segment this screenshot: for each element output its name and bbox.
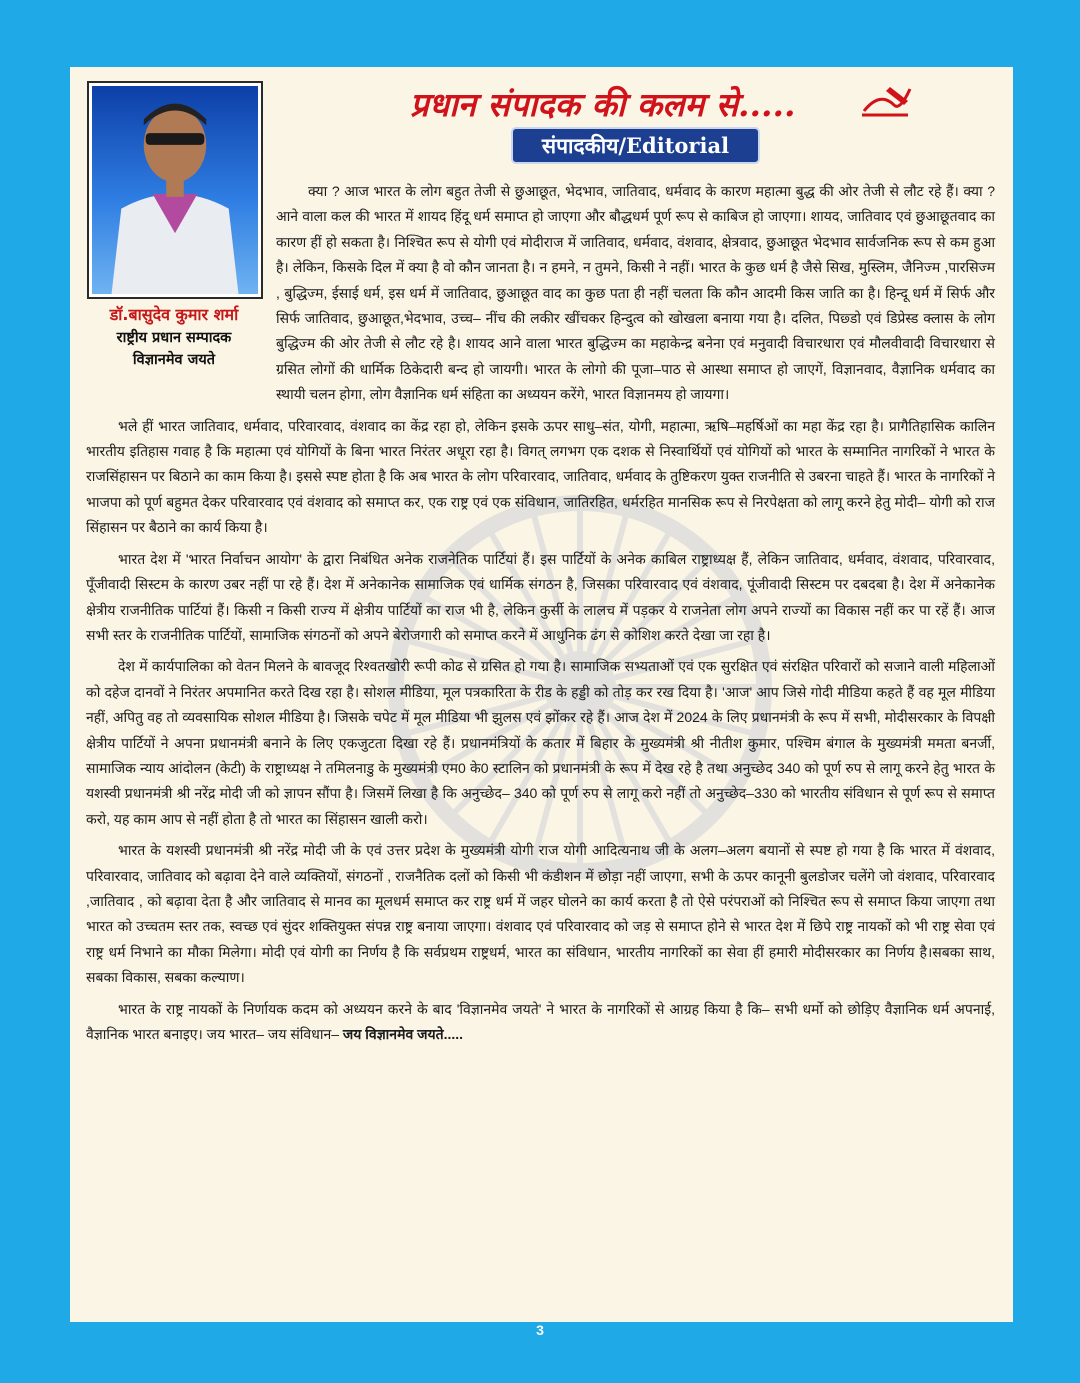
final-paragraph-text: भारत के राष्ट्र नायकों के निर्णायक कदम को अध्ययन करने के बाद 'विज्ञानमेव जयते' ने भारत के नागरिकों से आग्रह किया है कि– सभी धर्मो को छोड़िए वैज्ञानिक धर्म अपनाई, वैज्ञानिक भारत बनाइए। जय भारत– जय संविधान– [86,1000,995,1042]
paragraph: भारत देश में 'भारत निर्वाचन आयोग' के द्वारा निबंधित अनेक राजनेतिक पार्टियां हैं। इस पार्टियों के अनेक काबिल राष्ट्राध्यक्ष हैं, लेकिन जातिवाद, धर्मवाद, वंशवाद, परिवारवाद, पूँजीवादी सिस्टम के कारण उबर नहीं पा रहे हैं। देश में अनेकानेक सामाजिक एवं धार्मिक संगठन है, जिसका परिवारवाद एवं वंशवाद, पूंजीवादी सिस्टम पर दबदबा है। देश में अनेकानेक क्षेत्रीय राजनीतिक पार्टियां हैं। किसी न किसी राज्य में क्षेत्रीय पार्टियों का राज भी है, लेकिन कुर्सी के लालच में पड़कर ये राजनेता लोग अपने राज्यों का विकास नहीं कर पा रहें हैं। आज सभी स्तर के राजनीतिक पार्टियों, सामाजिक संगठनों को अपने बेरोजगारी को समाप्त करने में आधुनिक ढंग से कोशिश करते देखा जा रहा है। [86,550,996,643]
pen-signature-icon [860,81,914,119]
author-designation: राष्ट्रीय प्रधान सम्पादक [116,330,232,346]
editorial-badge: संपादकीय/Editorial [511,127,760,164]
author-name: डॉ.बासुदेव कुमार शर्मा [109,305,239,324]
paragraph: भले हीं भारत जातिवाद, धर्मवाद, परिवारवाद, वंशवाद का केंद्र रहा हो, लेकिन इसके ऊपर साधु–संत, योगी, महात्मा, ऋषि–महर्षिओं का महा केंद्र रहा है। प्रागैतिहासिक कालिन भारतीय इतिहास गवाह है कि महात्मा एवं योगियों के बिना भारत निरंतर अधूरा रहा है। विगत् लगभग एक दशक से निस्वार्थियों एवं योगियों को भारत के सम्मानित नागरिकों ने भारत के राजसिंहासन पर बिठाने का काम किया है। इससे स्पष्ट होता है कि अब भारत के लोग परिवारवाद, जातिवाद, धर्मवाद के तुष्टिकरण युक्त राजनीति से उबरना चाहते हैं। भारत के नागरिकों ने भाजपा को पूर्ण बहुमत देकर परिवारवाद एवं वंशवाद को समाप्त कर, एक राष्ट्र एवं एक संविधान, जातिरहित, धर्मरहित मानसिक रूप से निरपेक्षता को लागू करने हेतु मोदी– योगी को राज सिंहासन पर बैठाने का कार्य किया है। [86,417,995,536]
editorial-body [86,179,995,1053]
closing-slogan: जय विज्ञानमेव जयते..... [342,1026,464,1042]
editorial-page [70,67,1013,1322]
paragraph: देश में कार्यपालिका को वेतन मिलने के बावजूद रिश्वतखोरी रूपी कोढ से ग्रसित हो गया है। सामाजिक सभ्यताओं एवं एक सुरक्षित एवं संरक्षित परिवारों को सजाने वाली महिलाओं को दहेज दानवों ने निरंतर अपमानित करते दिख रहा है। सोशल मीडिया, मूल पत्रकारिता के रीड के हड्डी को तोड़ कर रख दिया है। 'आज' आप जिसे गोदी मीडिया कहते हैं वह मूल मीडिया नहीं, अपितु वह तो व्यवसायिक सोशल मीडिया है। जिसके चपेट में मूल मीडिया भी झुलस एवं झोंकर रहे हैं। आज देश में 2024 के लिए प्रधानमंत्री के रूप में सभी, मोदीसरकार के विपक्षी क्षेत्रीय पार्टियों ने अपना प्रधानमंत्री बनाने के लिए एकजुटता दिखा रहे हैं। प्रधानमंत्रियों के कतार में बिहार के मुख्यमंत्री श्री नीतीश कुमार, पश्चिम बंगाल के मुख्यमंत्री ममता बनर्जी, सामाजिक न्याय आंदोलन (केटी) के राष्ट्राध्यक्ष ने तमिलनाडु के मुख्यमंत्री एम0 के0 स्टालिन को प्रधानमंत्री के रूप में देख रहे है तथा अनुच्छेद 340 को पूर्ण रुप से लागू करने हेतु भारत के यशस्वी प्रधानमंत्री श्री नरेंद्र मोदी जी को ज्ञापन सौंपा है। जिसमें लिखा है कि अनुच्छेद– 340 को पूर्ण रुप से लागू करो नहीं तो अनुच्छेद–330 को भारतीय संविधान से पूर्ण रूप से समाप्त करो, यह काम आप से नहीं होता है तो भारत का सिंहासन खाली करो। [86,658,995,827]
author-organization: विज्ञानमेव जयते [132,352,216,368]
page-number: 3 [536,1322,544,1338]
paragraph: भारत के यशस्वी प्रधानमंत्री श्री नरेंद्र मोदी जी के एवं उत्तर प्रदेश के मुख्यमंत्री योगी राज योगी आदित्यनाथ जी के अलग–अलग बयानों से स्पष्ट हो गया है कि भारत में वंशवाद, परिवारवाद, जातिवाद को बढ़ावा देने वाले व्यक्तियों, संगठनों , राजनैतिक दलों को किसी भी कंडीशन में छोड़ा नहीं जाएगा, सभी के ऊपर कानूनी बुलडोजर चलेंगे जो वंशवाद, परिवारवाद ,जातिवाद , को बढ़ावा देता है और जातिवाद से मानव का मूलधर्म समाप्त कर राष्ट्र धर्म में जहर घोलने का कार्य करता है तो ऐसे परंपराओं को निश्चित रूप से समाप्त किया जाएगा तथा भारत को उच्चतम स्तर तक, स्वच्छ एवं सुंदर शक्तियुक्त संपन्न राष्ट्र बनाया जाएगा। वंशवाद एवं परिवारवाद को जड़ से समाप्त होने से भारत देश में छिपे राष्ट्र नायकों को भी राष्ट्र सेवा एवं राष्ट्र धर्म निभाने का मौका मिलेगा। मोदी एवं योगी का निर्णय है कि सर्वप्रथम राष्ट्रधर्म, भारत का संविधान, भारतीय नागरिकों का सेवा हीं हमारी मोदीसरकार का निर्णय है।सबका साथ, सबका विकास, सबका कल्याण। [86,842,995,986]
page-title: प्रधान संपादक की कलम से..... [410,85,796,124]
paragraph: क्या ? आज भारत के लोग बहुत तेजी से छुआछूत, भेदभाव, जातिवाद, धर्मवाद के कारण महात्मा बुद्ध की ओर तेजी से लौट रहे हैं। क्या ? आने वाला कल की भारत में शायद हिंदू धर्म समाप्त हो जाएगा और बौद्धधर्म पूर्ण रूप से काबिज हो जाएगा। शायद, जातिवाद एवं छुआछूतवाद का कारण हीं हो सकता है। निश्चित रूप से योगी एवं मोदीराज में जातिवाद, धर्मवाद, वंशवाद, क्षेत्रवाद, छुआछूत भेदभाव सार्वजनिक रूप से कम हुआ है। लेकिन, किसके दिल में क्या है वो कौन जानता है। न हमने, न तुमने, किसी ने नहीं। भारत के कुछ धर्म है जैसे सिख, मुस्लिम, जैनिज्म ,पारसिज्म , बुद्धिज्म, ईसाई धर्म, इस धर्म में जातिवाद, छुआछूत वाद का कुछ पता ही नहीं चलता कि कौन आदमी किस जाति का है। हिन्दू धर्म में सिर्फ और सिर्फ जातिवाद, छुआछूत,भेदभाव, उच्च– नींच की लकीर खींचकर हिन्दुत्व को खोखला बनाया गया है। दलित, पिछ्डो एवं डिप्रेस्ड क्लास के लोग बुद्धिज्म की ओर तेजी से लौट रहे है। शायद आने वाला भारत बुद्धिज्म का महाकेन्द्र बनेना एवं मनुवादी विचारधारा एवं मौलवीवादी विचारधारा से ग्रसित लोगों की धार्मिक ठिकेदारी बन्द हो जायगी। भारत के लोगो की पूजा–पाठ से आस्था समाप्त हो जाएगें, विज्ञानवाद, वैज्ञानिक धर्मवाद का स्थायी चलन होगा, लोग वैज्ञानिक धर्म संहिता का अध्ययन करेंगे, भारत विज्ञानमय हो जायगा। [276,183,995,403]
paragraph-final [86,997,995,1048]
